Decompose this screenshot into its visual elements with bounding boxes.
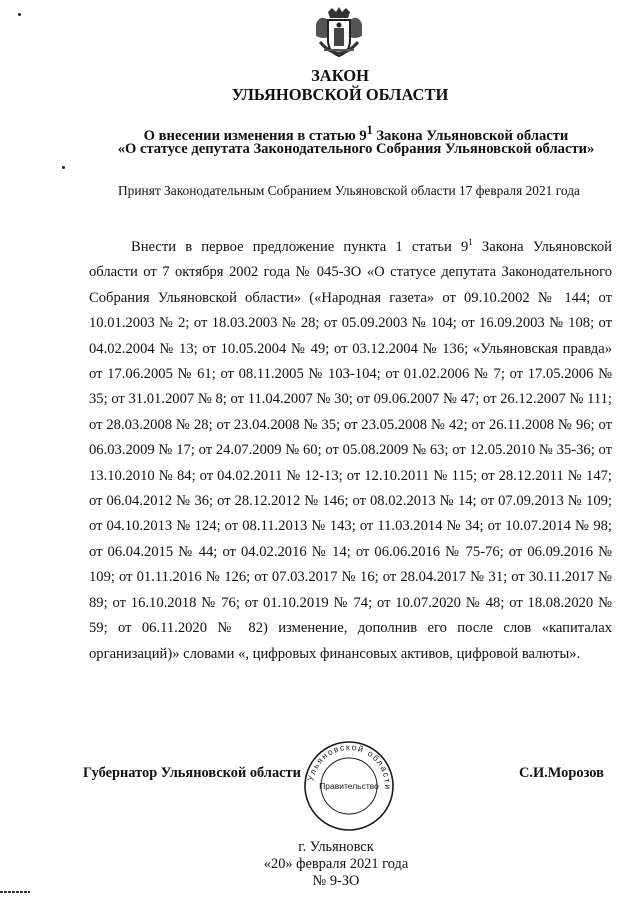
footer-date: «20» февраля 2021 года: [263, 856, 409, 872]
law-subject-line1: О внесении изменения в статью $9^1$ Закона Ульяновской области: [143, 123, 569, 144]
law-subject-line2: «О статусе депутата Законодательного Собрания Ульяновской области»: [117, 141, 595, 157]
law-body-paragraph: Внести в первое предложение пункта 1 статьи $9^1$ Закона Ульяновской области от 7 октября 2002 года № 045-ЗО «О статусе депутата Законодательного Собрания Ульяновской области» («Народная газета» от 09.10.2002 № 144; от 10.01.2003 № 2; от 18.03.2003 № 28; от 05.09.2003 № 104; от 16.09.2003 № 108; от 04.02.2004 № 13; от 10.05.2004 № 49; от 03.12.2004 № 136; «Ульяновская правда» от 17.06.2005 № 61; от 08.11.2005 № 103-104; от 01.02.2006 № 7; от 17.05.2006 № 35; от 31.01.2007 № 8; от 11.04.2007 № 30; от 09.06.2007 № 47; от 26.12.2007 № 111; от 28.03.2008 № 28; от 23.04.2008 № 35; от 23.05.2008 № 42; от 26.11.2008 № 96; от 06.03.2009 № 17; от 24.07.2009 № 60; от 05.08.2009 № 63; от 12.05.2010 № 35-36; от 13.10.2010 № 84; от 04.02.2011 № 12-13; от 12.10.2011 № 115; от 28.12.2011 № 147; от 06.04.2012 № 36; от 28.12.2012 № 146; от 08.02.2013 № 14; от 07.09.2013 № 109; от 04.10.2013 № 124; от 08.11.2013 № 143; от 11.03.2014 № 34; от 10.07.2014 № 98; от 06.04.2015 № 44; от 04.02.2016 № 14; от 06.06.2016 № 75-76; от 06.09.2016 № 109; от 01.11.2016 № 126; от 07.03.2017 № 16; от 28.04.2017 № 31; от 30.11.2017 № 89; от 16.10.2018 № 76; от 01.10.2019 № 74; от 10.07.2020 № 48; от 18.08.2020 № 59; от 06.11.2020 № 82) изменение, дополнив его после слов «капиталах организаций)» словами «, цифровых финансовых активов, цифровой валюты».: [89, 237, 612, 662]
adoption-note: Принят Законодательным Собранием Ульяновской области 17 февраля 2021 года: [118, 183, 580, 198]
footer-city: г. Ульяновск: [298, 839, 374, 855]
svg-text:Правительство: Правительство: [319, 781, 379, 791]
scan-speck: [62, 166, 65, 169]
signatory-title: Губернатор Ульяновской области: [83, 765, 301, 781]
government-stamp: [301, 738, 397, 834]
signatory-name: С.И.Морозов: [519, 765, 604, 781]
scan-speck: [18, 13, 21, 16]
scan-edge-mark: [0, 889, 30, 895]
coat-of-arms-icon: [310, 6, 368, 64]
law-region-title: УЛЬЯНОВСКОЙ ОБЛАСТИ: [231, 85, 449, 104]
law-title: ЗАКОН: [311, 66, 369, 85]
svg-text:Ульяновской области: Ульяновской области: [305, 741, 394, 791]
footer-law-number: № 9-ЗО: [312, 873, 360, 889]
